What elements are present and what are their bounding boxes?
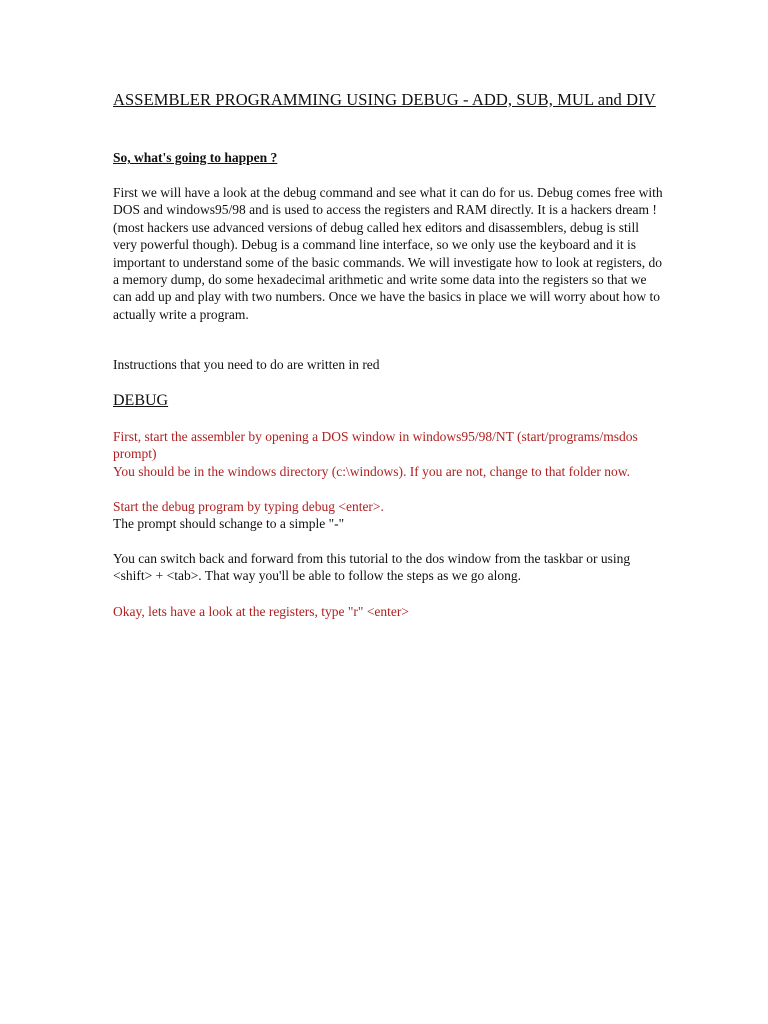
document-title: ASSEMBLER PROGRAMMING USING DEBUG - ADD, SUB, MUL and DIV	[113, 90, 656, 109]
section-heading-debug: DEBUG	[113, 392, 169, 409]
instruction-step-open-dos: First, start the assembler by opening a DOS window in windows95/98/NT (start/programs/msdos prompt)	[113, 429, 638, 462]
subheading: So, what's going to happen ?	[113, 150, 278, 165]
document-content	[113, 90, 663, 619]
intro-paragraph: First we will have a look at the debug command and see what it can do for us. Debug comes free with DOS and windows95/98 and is used to access the registers and RAM directly. It is a hackers dream ! (most hackers use advanced versions of debug called hex editors and disassemblers, debug is still very powerful though). Debug is a command line interface, so we only use the keyboard and it is important to understand some of the basic commands. We will investigate how to look at registers, do a memory dump, do some hexadecimal arithmetic and write some data into the registers so that we can add up and play with two numbers. Once we have the basics in place we will worry about how to actually write a program.	[113, 185, 663, 322]
instruction-step-windows-directory: You should be in the windows directory (c:\windows). If you are not, change to that folder now.	[113, 464, 631, 479]
instruction-step-registers: Okay, lets have a look at the registers, type "r" <enter>	[113, 604, 410, 619]
switch-paragraph: You can switch back and forward from this tutorial to the dos window from the taskbar or using <shift> + <tab>. That way you'll be able to follow the steps as we go along.	[113, 551, 631, 584]
instruction-step-start-debug: Start the debug program by typing debug <enter>.	[113, 499, 384, 514]
instructions-note: Instructions that you need to do are written in red	[113, 357, 380, 372]
prompt-note: The prompt should schange to a simple "-"	[113, 516, 345, 531]
